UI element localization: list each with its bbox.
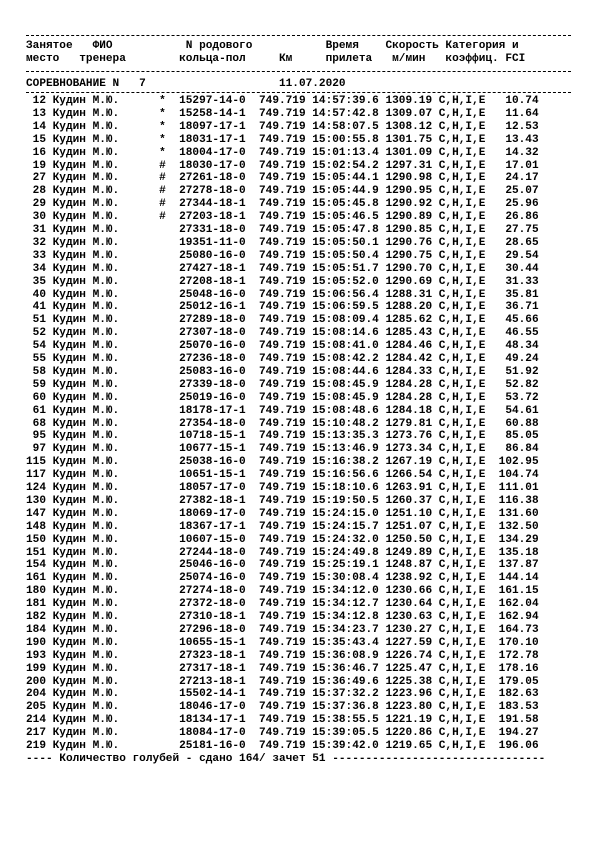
table-row: 200 Кудин М.Ю. 27213-18-1 749.719 15:36:49.6 1225.38 C,H,I,E 179.05 [26, 675, 539, 688]
table-row: 214 Кудин М.Ю. 18134-17-1 749.719 15:38:55.5 1221.19 C,H,I,E 191.58 [26, 714, 539, 727]
table-row: 154 Кудин М.Ю. 25046-16-0 749.719 15:25:19.1 1248.87 C,H,I,E 137.87 [26, 559, 539, 572]
table-row: 117 Кудин М.Ю. 10651-15-1 749.719 15:16:56.6 1266.54 C,H,I,E 104.74 [26, 469, 539, 482]
table-row: 40 Кудин М.Ю. 25048-16-0 749.719 15:06:56.4 1288.31 C,H,I,E 35.81 [26, 288, 539, 301]
table-row: 161 Кудин М.Ю. 25074-16-0 749.719 15:30:08.4 1238.92 C,H,I,E 144.14 [26, 572, 539, 585]
table-row: 28 Кудин М.Ю. # 27278-18-0 749.719 15:05:44.9 1290.95 C,H,I,E 25.07 [26, 185, 539, 198]
table-row: 61 Кудин М.Ю. 18178-17-1 749.719 15:08:48.6 1284.18 C,H,I,E 54.61 [26, 404, 539, 417]
table-row: 51 Кудин М.Ю. 27289-18-0 749.719 15:08:09.4 1285.62 C,H,I,E 45.66 [26, 314, 539, 327]
table-row: 115 Кудин М.Ю. 25038-16-0 749.719 15:16:38.2 1267.19 C,H,I,E 102.95 [26, 456, 539, 469]
table-row: 55 Кудин М.Ю. 27236-18-0 749.719 15:08:42.2 1284.42 C,H,I,E 49.24 [26, 353, 539, 365]
top-rule [26, 35, 571, 36]
table-row: 34 Кудин М.Ю. 27427-18-1 749.719 15:05:51.7 1290.70 C,H,I,E 30.44 [26, 262, 539, 275]
table-row: 29 Кудин М.Ю. # 27344-18-1 749.719 15:05:45.8 1290.92 C,H,I,E 25.96 [26, 198, 539, 211]
table-row: 68 Кудин М.Ю. 27354-18-0 749.719 15:10:48.2 1279.81 C,H,I,E 60.88 [26, 417, 539, 430]
table-row: 16 Кудин М.Ю. * 18004-17-0 749.719 15:01:13.4 1301.09 C,H,I,E 14.32 [26, 146, 539, 159]
table-row: 204 Кудин М.Ю. 15502-14-1 749.719 15:37:32.2 1223.96 C,H,I,E 182.63 [26, 688, 539, 701]
table-row: 54 Кудин М.Ю. 25070-16-0 749.719 15:08:41.0 1284.46 C,H,I,E 48.34 [26, 340, 539, 353]
table-row: 60 Кудин М.Ю. 25019-16-0 749.719 15:08:45.9 1284.28 C,H,I,E 53.72 [26, 391, 539, 404]
table-row: 13 Кудин М.Ю. * 15258-14-1 749.719 14:57:42.8 1309.07 C,H,I,E 11.64 [26, 107, 539, 120]
table-row: 190 Кудин М.Ю. 10655-15-1 749.719 15:35:43.4 1227.59 C,H,I,E 170.10 [26, 636, 539, 649]
table-row: 58 Кудин М.Ю. 25083-16-0 749.719 15:08:44.6 1284.33 C,H,I,E 51.92 [26, 365, 539, 378]
table-row: 33 Кудин М.Ю. 25080-16-0 749.719 15:05:50.4 1290.75 C,H,I,E 29.54 [26, 249, 539, 262]
table-row: 12 Кудин М.Ю. * 15297-14-0 749.719 14:57:39.6 1309.19 C,H,I,E 10.74 [26, 95, 539, 107]
competition-rule [26, 92, 571, 93]
table-row: 150 Кудин М.Ю. 10607-15-0 749.719 15:24:32.0 1250.50 C,H,I,E 134.29 [26, 533, 539, 546]
table-row: 184 Кудин М.Ю. 27296-18-0 749.719 15:34:23.7 1230.27 C,H,I,E 164.73 [26, 623, 539, 636]
summary-line: ---- Количество голубей - сдано 164/ зачет 51 -------------------------------- [26, 752, 546, 765]
table-row: 130 Кудин М.Ю. 27382-18-1 749.719 15:19:50.5 1260.37 C,H,I,E 116.38 [26, 494, 539, 507]
table-row: 59 Кудин М.Ю. 27339-18-0 749.719 15:08:45.9 1284.28 C,H,I,E 52.82 [26, 378, 539, 391]
table-row: 217 Кудин М.Ю. 18084-17-0 749.719 15:39:05.5 1220.86 C,H,I,E 194.27 [26, 727, 539, 740]
competition-line: СОРЕВНОВАНИЕ N 7 11.07.2020 [26, 78, 346, 90]
table-row: 193 Кудин М.Ю. 27323-18-1 749.719 15:36:08.9 1226.74 C,H,I,E 172.78 [26, 649, 539, 662]
table-row: 31 Кудин М.Ю. 27331-18-0 749.719 15:05:47.8 1290.85 C,H,I,E 27.75 [26, 224, 539, 236]
table-row: 199 Кудин М.Ю. 27317-18-1 749.719 15:36:46.7 1225.47 C,H,I,E 178.16 [26, 662, 539, 675]
table-row: 52 Кудин М.Ю. 27307-18-0 749.719 15:08:14.6 1285.43 C,H,I,E 46.55 [26, 327, 539, 340]
table-row: 41 Кудин М.Ю. 25012-16-1 749.719 15:06:59.5 1288.20 C,H,I,E 36.71 [26, 301, 539, 314]
table-row: 97 Кудин М.Ю. 10677-15-1 749.719 15:13:46.9 1273.34 C,H,I,E 86.84 [26, 443, 539, 456]
table-row: 14 Кудин М.Ю. * 18097-17-1 749.719 14:58:07.5 1308.12 C,H,I,E 12.53 [26, 120, 539, 133]
table-row: 27 Кудин М.Ю. # 27261-18-0 749.719 15:05:44.1 1290.98 C,H,I,E 24.17 [26, 172, 539, 185]
table-row: 151 Кудин М.Ю. 27244-18-0 749.719 15:24:49.8 1249.89 C,H,I,E 135.18 [26, 546, 539, 559]
table-row: 147 Кудин М.Ю. 18069-17-0 749.719 15:24:15.0 1251.10 C,H,I,E 131.60 [26, 507, 539, 520]
header-line-1: Занятое ФИО N родового Время Скорость Категория и [26, 40, 519, 52]
table-row: 95 Кудин М.Ю. 10718-15-1 749.719 15:13:35.3 1273.76 C,H,I,E 85.05 [26, 430, 539, 443]
table-row: 15 Кудин М.Ю. * 18031-17-1 749.719 15:00:55.8 1301.75 C,H,I,E 13.43 [26, 133, 539, 146]
header-line-2: место тренера кольца-пол Км прилета м/мин коэффиц. FCI [26, 53, 526, 65]
table-row: 219 Кудин М.Ю. 25181-16-0 749.719 15:39:42.0 1219.65 C,H,I,E 196.06 [26, 740, 539, 752]
table-row: 182 Кудин М.Ю. 27310-18-1 749.719 15:34:12.8 1230.63 C,H,I,E 162.94 [26, 611, 539, 623]
table-row: 181 Кудин М.Ю. 27372-18-0 749.719 15:34:12.7 1230.64 C,H,I,E 162.04 [26, 598, 539, 611]
table-row: 180 Кудин М.Ю. 27274-18-0 749.719 15:34:12.0 1230.66 C,H,I,E 161.15 [26, 585, 539, 598]
table-row: 148 Кудин М.Ю. 18367-17-1 749.719 15:24:15.7 1251.07 C,H,I,E 132.50 [26, 520, 539, 533]
table-row: 205 Кудин М.Ю. 18046-17-0 749.719 15:37:36.8 1223.80 C,H,I,E 183.53 [26, 701, 539, 714]
table-row: 35 Кудин М.Ю. 27208-18-1 749.719 15:05:52.0 1290.69 C,H,I,E 31.33 [26, 275, 539, 288]
table-row: 30 Кудин М.Ю. # 27203-18-1 749.719 15:05:46.5 1290.89 C,H,I,E 26.86 [26, 211, 539, 224]
table-row: 124 Кудин М.Ю. 18057-17-0 749.719 15:18:10.6 1263.91 C,H,I,E 111.01 [26, 482, 539, 494]
table-row: 19 Кудин М.Ю. # 18030-17-0 749.719 15:02:54.2 1297.31 C,H,I,E 17.01 [26, 159, 539, 172]
table-row: 32 Кудин М.Ю. 19351-11-0 749.719 15:05:50.1 1290.76 C,H,I,E 28.65 [26, 236, 539, 249]
header-rule [26, 71, 571, 72]
